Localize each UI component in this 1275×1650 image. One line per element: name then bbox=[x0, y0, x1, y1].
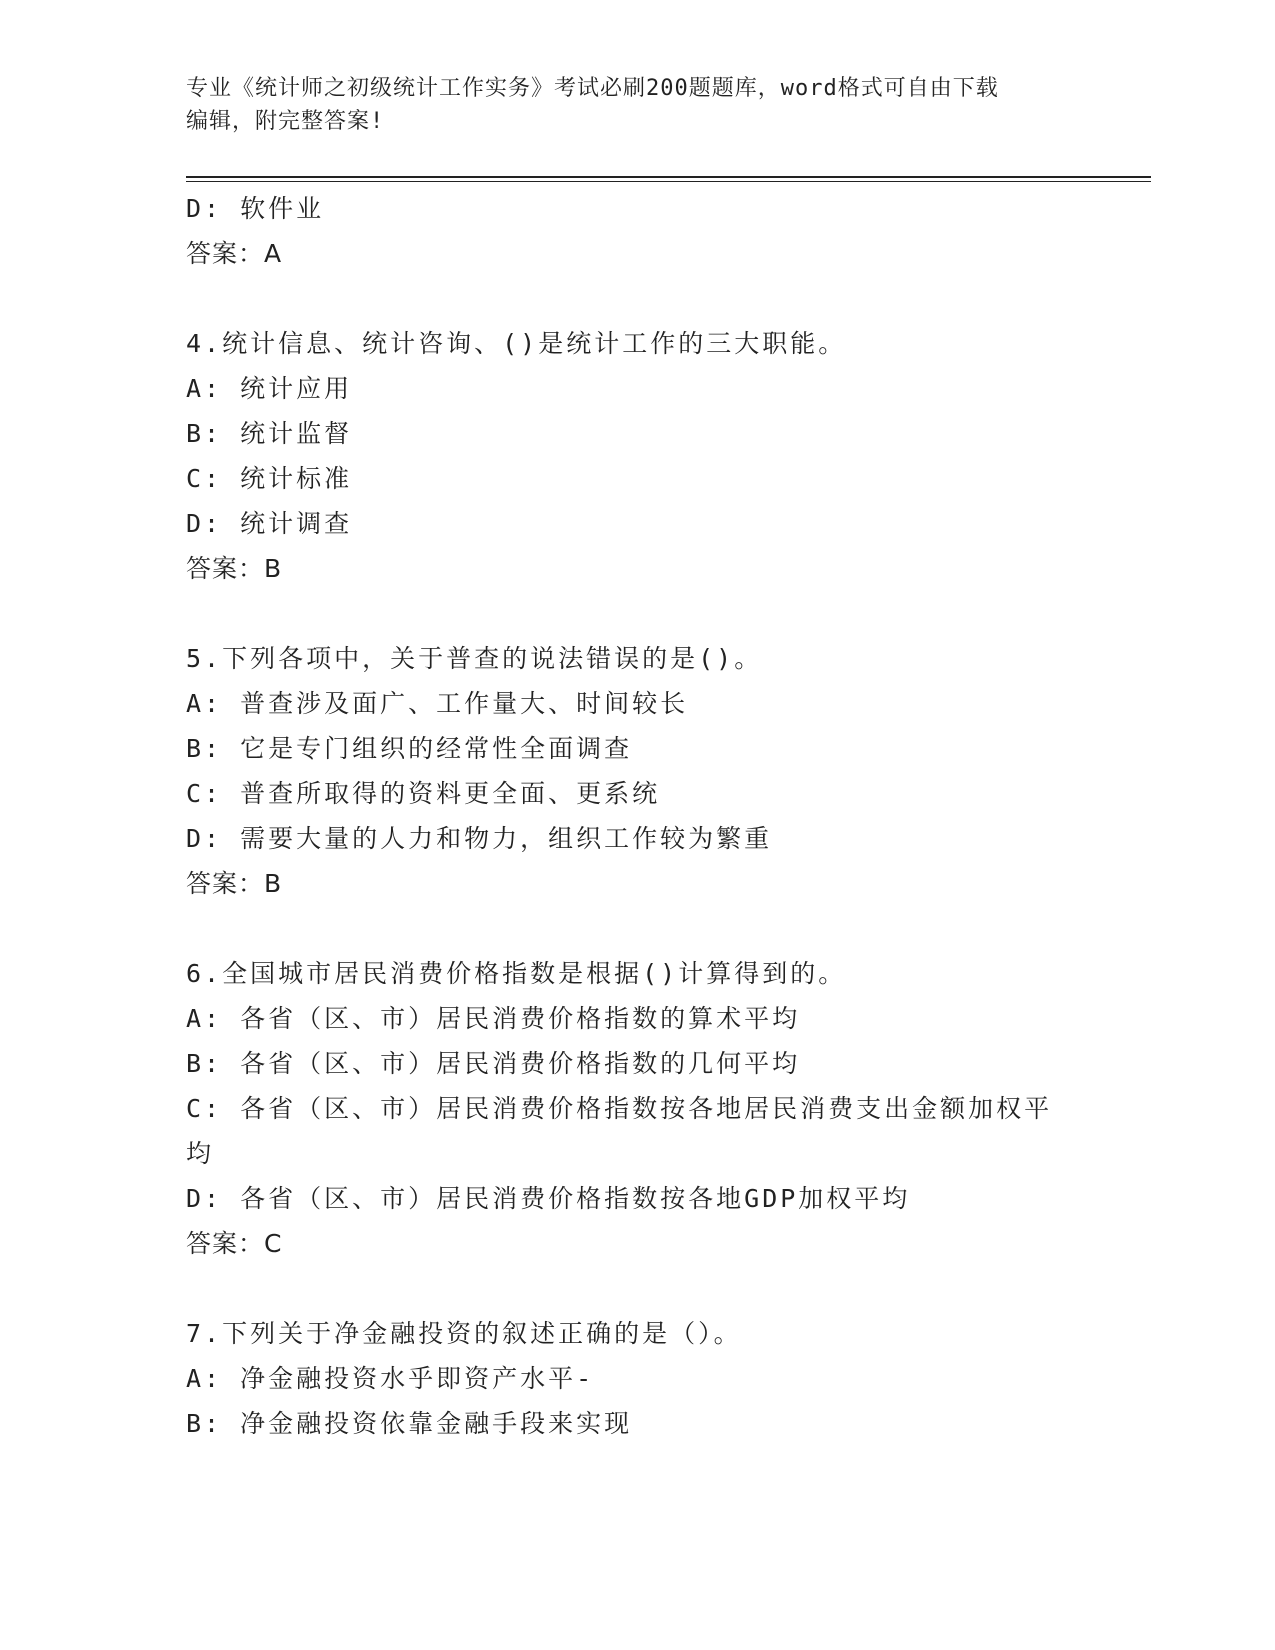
header-divider-thick bbox=[186, 176, 1151, 178]
option-b: B: 净金融投资依靠金融手段来实现 bbox=[186, 1409, 633, 1438]
question-6 bbox=[186, 951, 1086, 1266]
option-a: A: 普查涉及面广、工作量大、时间较长 bbox=[186, 689, 689, 718]
header-divider-thin bbox=[186, 181, 1151, 182]
option-b: B: 统计监督 bbox=[186, 419, 353, 448]
question-5 bbox=[186, 636, 1086, 906]
header-title-line-2: 编辑，附完整答案! bbox=[186, 109, 385, 134]
question-content bbox=[186, 186, 1086, 1446]
spacer bbox=[186, 276, 1086, 321]
question-stem: 4.统计信息、统计咨询、()是统计工作的三大职能。 bbox=[186, 329, 847, 358]
option-d: D: 需要大量的人力和物力，组织工作较为繁重 bbox=[186, 824, 773, 853]
answer-text: 答案：B bbox=[186, 869, 283, 898]
question-4 bbox=[186, 321, 1086, 591]
option-b: B: 它是专门组织的经常性全面调查 bbox=[186, 734, 633, 763]
option-d: D: 各省（区、市）居民消费价格指数按各地GDP加权平均 bbox=[186, 1184, 911, 1213]
spacer bbox=[186, 1266, 1086, 1311]
option-b: B: 各省（区、市）居民消费价格指数的几何平均 bbox=[186, 1049, 801, 1078]
carryover-question bbox=[186, 186, 1086, 276]
answer-text: 答案：C bbox=[186, 1229, 283, 1258]
option-c: C: 统计标准 bbox=[186, 464, 353, 493]
option-a: A: 净金融投资水乎即资产水平- bbox=[186, 1364, 595, 1393]
option-c: C: 普查所取得的资料更全面、更系统 bbox=[186, 779, 661, 808]
question-stem: 6.全国城市居民消费价格指数是根据()计算得到的。 bbox=[186, 959, 847, 988]
answer-text: 答案：A bbox=[186, 239, 283, 268]
page-header bbox=[186, 72, 1066, 138]
option-d: D: 统计调查 bbox=[186, 509, 353, 538]
question-7 bbox=[186, 1311, 1086, 1446]
question-stem: 5.下列各项中，关于普查的说法错误的是()。 bbox=[186, 644, 763, 673]
option-d: D: 软件业 bbox=[186, 194, 325, 223]
question-stem: 7.下列关于净金融投资的叙述正确的是（）。 bbox=[186, 1319, 742, 1348]
spacer bbox=[186, 906, 1086, 951]
option-c: C: 各省（区、市）居民消费价格指数按各地居民消费支出金额加权平均 bbox=[186, 1094, 1053, 1168]
option-a: A: 各省（区、市）居民消费价格指数的算术平均 bbox=[186, 1004, 801, 1033]
answer-text: 答案：B bbox=[186, 554, 283, 583]
option-a: A: 统计应用 bbox=[186, 374, 353, 403]
spacer bbox=[186, 591, 1086, 636]
header-title-line-1: 专业《统计师之初级统计工作实务》考试必刷200题题库，word格式可自由下载 bbox=[186, 76, 999, 101]
